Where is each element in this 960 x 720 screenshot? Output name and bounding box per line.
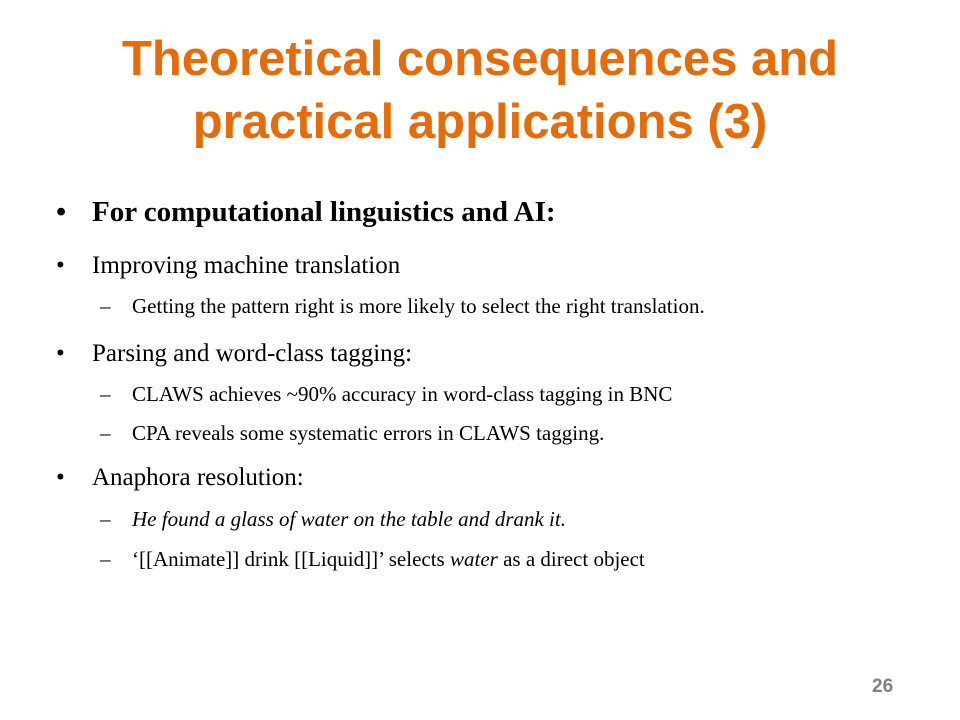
- sub-bullet-text: He found a glass of water on the table and drank it.: [132, 507, 566, 531]
- sub-bullet-text-italic: water: [449, 547, 498, 571]
- slide-title-line-1: Theoretical consequences and: [121, 32, 839, 86]
- dash-icon: –: [100, 382, 111, 406]
- page-number: 26: [872, 676, 894, 697]
- sub-bullet-text: [132, 547, 645, 572]
- dash-icon: –: [100, 507, 111, 531]
- bullet-icon: •: [56, 196, 67, 228]
- slide-title-line-2: practical applications (3): [192, 95, 768, 149]
- bullet-icon: •: [56, 252, 65, 279]
- bullet-text: Parsing and word-class tagging:: [92, 340, 413, 367]
- dash-icon: –: [100, 421, 111, 445]
- sub-bullet-text: Getting the pattern right is more likely to select the right translation.: [132, 294, 705, 318]
- dash-icon: –: [100, 294, 111, 318]
- sub-bullet-text: CPA reveals some systematic errors in CLAWS tagging.: [132, 421, 605, 445]
- bullet-text: For computational linguistics and AI:: [92, 196, 556, 228]
- sub-bullet-text-part: as a direct object: [497, 547, 645, 571]
- bullet-icon: •: [56, 464, 65, 491]
- slide-title: [40, 28, 920, 154]
- dash-icon: –: [100, 547, 111, 571]
- bullet-icon: •: [56, 340, 65, 367]
- bullet-text: Anaphora resolution:: [92, 464, 304, 491]
- sub-bullet-text: CLAWS achieves ~90% accuracy in word-class tagging in BNC: [132, 382, 673, 406]
- bullet-text: Improving machine translation: [92, 252, 401, 279]
- sub-bullet-text-part: ‘[[Animate]] drink [[Liquid]]’ selects: [132, 547, 450, 571]
